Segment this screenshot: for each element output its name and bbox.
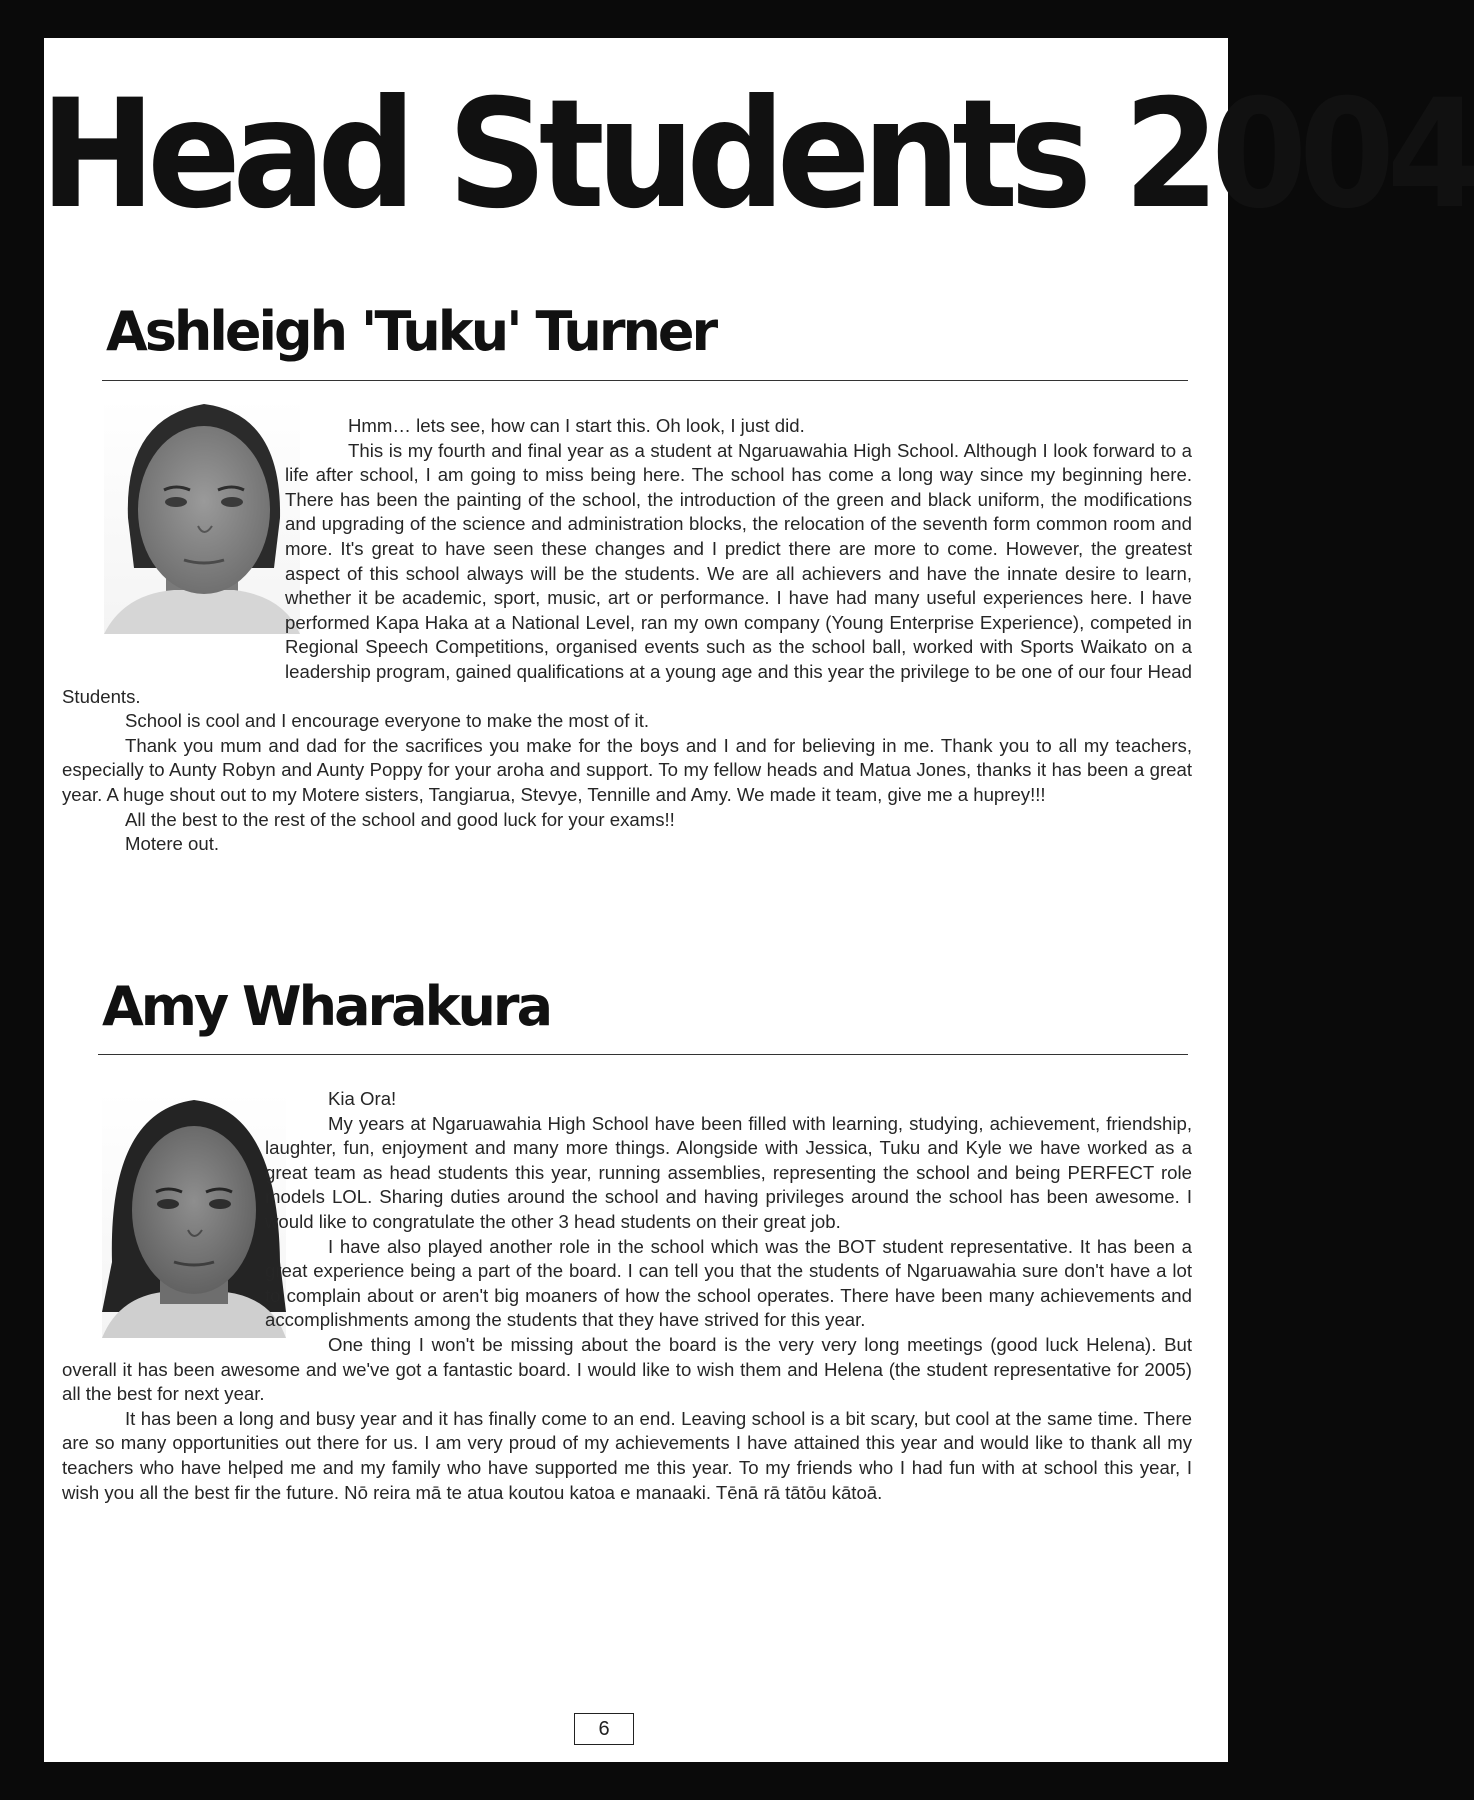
paragraph: School is cool and I encourage everyone to make the most of it. xyxy=(125,710,650,732)
paragraph: One thing I won't be missing about the board is the very very long meetings (good luck Helena). But overall it has been awesome and we've got a fantastic board. I would like to wish them and Helena (the student representative for 2005) all the best for next year. xyxy=(62,1333,1192,1405)
paragraph: Motere out. xyxy=(125,833,220,855)
section-divider xyxy=(102,380,1188,381)
paragraph: I have also played another role in the school which was the BOT student representative. It has been a great experience being a part of the board. I can tell you that the students of Ngaruawahia sure don't have a lot to complain about or aren't big moaners of how the school operates. There have been many achievements and accomplishments among the students that they have strived for this year. xyxy=(265,1235,1192,1331)
article-wharakura xyxy=(62,1087,1192,1505)
page-number: 6 xyxy=(574,1713,634,1745)
section-divider xyxy=(98,1054,1188,1055)
paragraph: Kia Ora! xyxy=(328,1088,397,1109)
paragraph: My years at Ngaruawahia High School have been filled with learning, studying, achievement, friendship, laughter, fun, enjoyment and many more things. Alongside with Jessica, Tuku and Kyle we have worked as a great team as head students this year, running assemblies, representing the school and being PERFECT role models LOL. Sharing duties around the school and having privileges around the school has been awesome. I would like to congratulate the other 3 head students on their great job. xyxy=(265,1112,1192,1232)
student-name-turner: Ashleigh 'Tuku' Turner xyxy=(106,300,716,363)
paragraph: Hmm… lets see, how can I start this. Oh look, I just did. xyxy=(348,415,805,436)
paragraph: It has been a long and busy year and it has finally come to an end. Leaving school is a bit scary, but cool at the same time. There are so many opportunities out there for us. I am very proud of my achievements I have attained this year and would like to thank all my teachers who have helped me and my family who have supported me this year. To my friends who I had fun with at school this year, I wish you all the best fir the future. Nō reira mā te atua koutou katoa e manaaki. Tēnā rā tātōu kātoā. xyxy=(62,1407,1192,1503)
paragraph: All the best to the rest of the school and good luck for your exams!! xyxy=(125,808,675,830)
page-title: Head Students 2004 xyxy=(40,68,1474,242)
student-name-wharakura: Amy Wharakura xyxy=(102,975,551,1038)
article-turner xyxy=(62,414,1192,857)
paragraph: Thank you mum and dad for the sacrifices you make for the boys and I and for believing in me. Thank you to all my teachers, especially to Aunty Robyn and Aunty Poppy for your aroha and support. To my fellow heads and Matua Jones, thanks it has been a great year. A huge shout out to my Motere sisters, Tangiarua, Stevye, Tennille and Amy. We made it team, give me a huprey!!! xyxy=(62,734,1192,805)
paragraph: This is my fourth and final year as a student at Ngaruawahia High School. Although I look forward to a life after school, I am going to miss being here. The school has come a long way since my beginning here. There has been the painting of the school, the introduction of the green and black uniform, the modifications and upgrading of the science and administration blocks, the relocation of the seventh form common room and more. It's great to have seen these changes and I predict there are more to come. However, the greatest aspect of this school always will be the students. We are all achievers and have the innate desire to learn, whether it be academic, sport, music, art or performance. I have had many useful experiences here. I have performed Kapa Haka at a National Level, ran my own company (Young Enterprise Experience), competed in Regional Speech Competitions, organised events such as the school ball, worked with Sports Waikato on a leadership program, gained qualifications at a young age and this year the privilege to be one of our four Head Students. xyxy=(62,439,1192,707)
